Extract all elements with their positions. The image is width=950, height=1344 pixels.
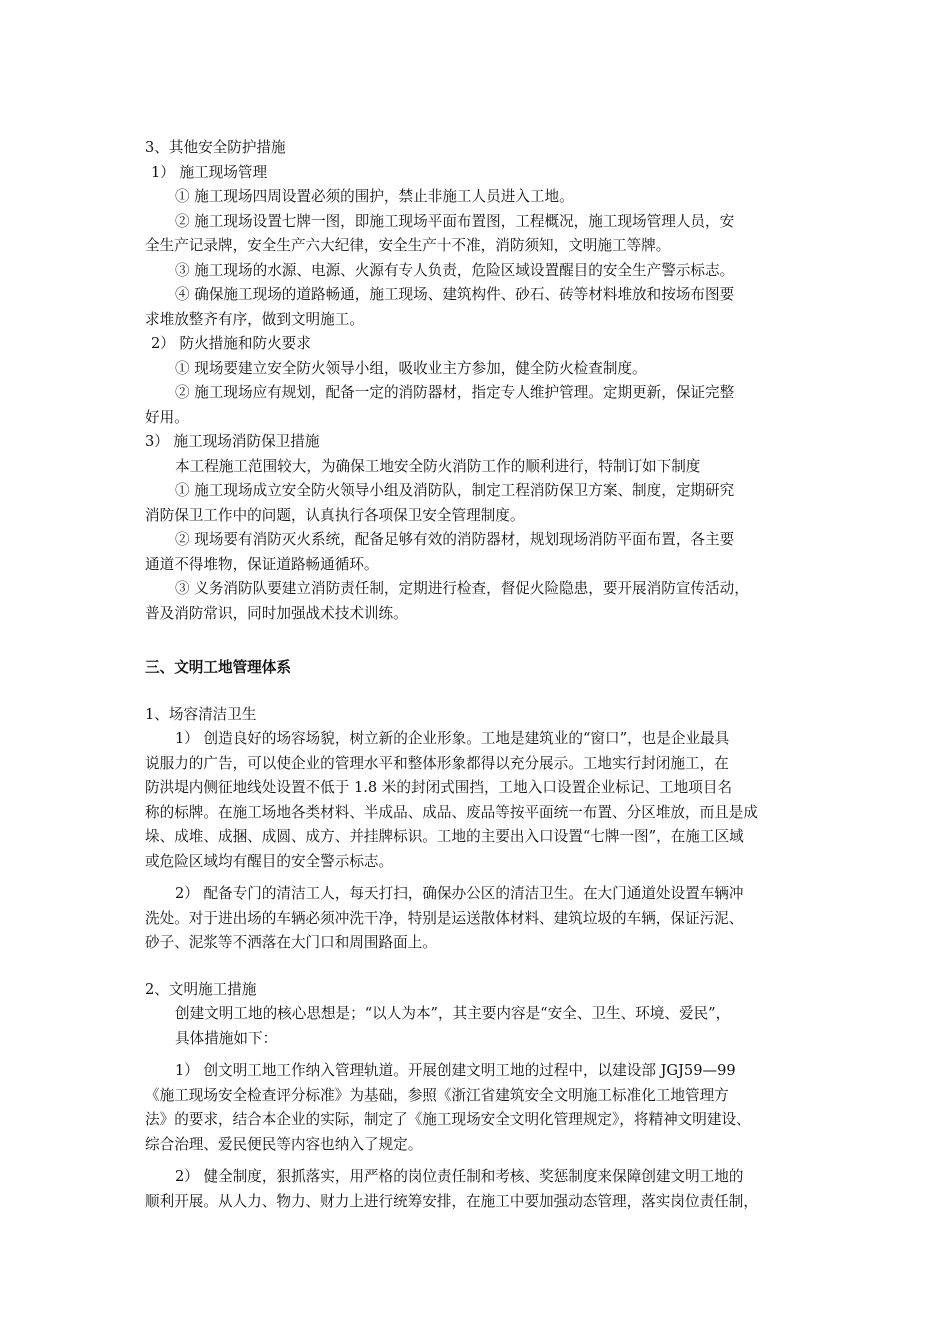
paragraph-line: 《施工现场安全检查评分标准》为基础，参照《浙江省建筑安全文明施工标准化工地管理方 [145, 1086, 729, 1104]
paragraph-line: 垛、成堆、成捆、成圆、成方、并挂牌标识。工地的主要出入口设置“七牌一图”，在施工区域 [145, 828, 744, 845]
paragraph-line: 称的标牌。在施工场地各类材料、半成品、成品、废品等按平面统一布置、分区堆放，而且是成 [145, 803, 758, 821]
section-title: 1、场容清洁卫生 [145, 705, 257, 723]
paragraph-line: 砂子、泥浆等不洒落在大门口和周围路面上。 [145, 934, 437, 951]
document-page [145, 136, 815, 1214]
list-item: ② 现场要有消防灭火系统，配备足够有效的消防器材，规划现场消防平面布置，各主要 [175, 531, 735, 548]
paragraph-line: 1） 创造良好的场容场貌，树立新的企业形象。工地是建筑业的“窗口”，也是企业最具 [175, 730, 730, 747]
section-title: 2、文明施工措施 [145, 980, 257, 998]
paragraph-line: 综合治理、爱民便民等内容也纳入了规定。 [145, 1135, 423, 1153]
section-title: 3、其他安全防护措施 [145, 139, 286, 156]
list-item: ② 施工现场应有规划，配备一定的消防器材，指定专人维护管理。定期更新，保证完整 [175, 384, 735, 401]
paragraph-intro: 本工程施工范围较大，为确保工地安全防火消防工作的顺利进行，特制订如下制度 [175, 457, 701, 475]
paragraph-line: 顺利开展。从人力、物力、财力上进行统筹安排，在施工中要加强动态管理，落实岗位责任制， [145, 1192, 758, 1210]
paragraph-line: 1） 创文明工地工作纳入管理轨道。开展创建文明工地的过程中，以建设部 JGJ59—99 [175, 1062, 736, 1079]
list-item: ① 施工现场四周设置必须的围护，禁止非施工人员进入工地。 [175, 188, 574, 205]
list-item: ② 施工现场设置七牌一图，即施工现场平面布置图，工程概况，施工现场管理人员，安 [175, 212, 735, 230]
paragraph-line: 洗处。对于进出场的车辆必须冲洗干净，特别是运送散体材料、建筑垃圾的车辆，保证污泥、 [145, 909, 744, 927]
list-item: ③ 义务消防队要建立消防责任制，定期进行检查，督促火险隐患，要开展消防宣传活动， [175, 580, 749, 597]
paragraph-line: 法》的要求，结合本企业的实际，制定了《施工现场安全文明化管理规定》，将精神文明建设、 [145, 1111, 751, 1128]
list-item-continuation: 通道不得堆物，保证道路畅通循环。 [145, 555, 379, 573]
subsection-title: 1） 施工现场管理 [151, 163, 268, 181]
paragraph-line: 具体措施如下： [175, 1029, 278, 1047]
list-item-continuation: 全生产记录牌，安全生产六大纪律，安全生产十不准，消防须知，文明施工等牌。 [145, 237, 671, 254]
subsection-title: 3） 施工现场消防保卫措施 [145, 433, 320, 450]
chapter-heading: 三、文明工地管理体系 [145, 659, 291, 676]
list-item: ① 施工现场成立安全防火领导小组及消防队，制定工程消防保卫方案、制度，定期研究 [175, 482, 735, 499]
paragraph-line: 防洪堤内侧征地线处设置不低于 1.8 米的封闭式围挡，工地入口设置企业标记、工地项目名 [145, 779, 733, 796]
list-item: ④ 确保施工现场的道路畅通，施工现场、建筑构件、砂石、砖等材料堆放和按场布图要 [175, 286, 735, 303]
list-item-continuation: 求堆放整齐有序，做到文明施工。 [145, 310, 364, 328]
paragraph-line: 说服力的广告，可以使企业的管理水平和整体形象都得以充分展示。工地实行封闭施工，在 [145, 754, 729, 772]
subsection-title: 2） 防火措施和防火要求 [151, 335, 311, 352]
paragraph-line: 或危险区域均有醒目的安全警示标志。 [145, 852, 394, 870]
list-item-continuation: 普及消防常识，同时加强战术技术训练。 [145, 604, 408, 622]
paragraph-line: 2） 配备专门的清洁工人，每天打扫，确保办公区的清洁卫生。在大门通道处设置车辆冲 [175, 885, 744, 902]
list-item: ① 现场要建立安全防火领导小组，吸收业主方参加，健全防火检查制度。 [175, 359, 647, 377]
paragraph-line: 创建文明工地的核心思想是；“以人为本”，其主要内容是“安全、卫生、环境、爱民”， [175, 1005, 731, 1022]
list-item-continuation: 消防保卫工作中的问题，认真执行各项保卫安全管理制度。 [145, 506, 525, 524]
list-item: ③ 施工现场的水源、电源、火源有专人负责，危险区域设置醒目的安全生产警示标志。 [175, 261, 735, 279]
list-item-continuation: 好用。 [145, 408, 189, 426]
paragraph-line: 2） 健全制度，狠抓落实，用严格的岗位责任制和考核、奖惩制度来保障创建文明工地的 [175, 1168, 744, 1185]
